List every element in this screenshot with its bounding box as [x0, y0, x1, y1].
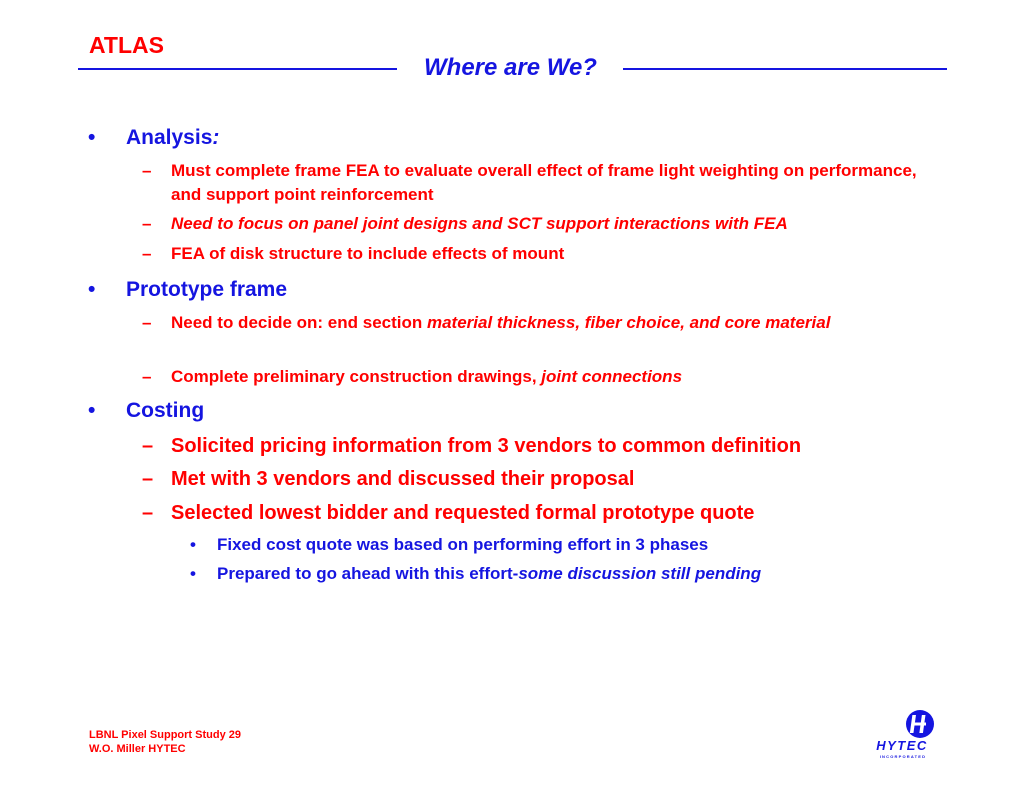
sub-item-text: Need to focus on panel joint designs and SCT support interactions with FEA — [171, 214, 788, 233]
sub-item-text: Need to decide on: end section — [171, 313, 427, 332]
sub-sub-item-text-italic: some discussion still pending — [518, 564, 762, 583]
bullet-heading-suffix: : — [212, 126, 220, 149]
sub-item — [142, 212, 922, 236]
footer-line-2: W.O. Miller HYTEC — [89, 743, 186, 755]
bullet-marker: • — [190, 535, 196, 554]
sub-item — [142, 467, 922, 491]
brand-title: ATLAS — [89, 32, 164, 58]
sub-item-text-italic: material thickness, fiber choice, and core material — [426, 313, 831, 332]
sub-item-text: Solicited pricing information from 3 vendors to common definition — [171, 435, 802, 457]
sub-item — [142, 159, 922, 207]
sub-item — [142, 311, 922, 335]
dash-marker: – — [142, 468, 154, 490]
hytec-logo-tagline: INCORPORATED — [879, 754, 927, 759]
bullet-costing — [88, 398, 204, 424]
dash-marker: – — [142, 435, 154, 457]
slide-title: Where are We? — [424, 54, 597, 81]
sub-item-text-group — [171, 365, 922, 389]
footer-line-1: LBNL Pixel Support Study 29 — [89, 729, 241, 741]
sub-item-text: Selected lowest bidder and requested formal prototype quote — [171, 502, 755, 524]
bullet-marker: • — [190, 564, 196, 583]
sub-item — [142, 365, 922, 389]
sub-item — [142, 501, 922, 525]
sub-item-text: Met with 3 vendors and discussed their proposal — [171, 468, 635, 490]
dash-marker: – — [142, 502, 154, 524]
dash-marker: – — [142, 244, 152, 263]
sub-sub-item-text: Prepared to go ahead with this effort- — [217, 564, 519, 583]
sub-item-text: FEA of disk structure to include effects of mount — [171, 244, 565, 263]
sub-item-text-italic: joint connections — [541, 367, 683, 386]
bullet-heading: Costing — [126, 399, 205, 422]
bullet-marker: • — [88, 278, 96, 301]
sub-item-text-group — [171, 311, 922, 335]
bullet-analysis — [88, 125, 219, 151]
dash-marker: – — [142, 214, 152, 233]
dash-marker: – — [142, 313, 152, 332]
bullet-marker: • — [88, 399, 96, 422]
hytec-logo — [862, 707, 944, 762]
bullet-marker: • — [88, 126, 96, 149]
sub-item — [142, 242, 922, 266]
title-rule-left — [78, 68, 397, 70]
bullet-heading: Analysis — [126, 126, 213, 149]
title-rule-right — [623, 68, 947, 70]
hytec-logo-word: HYTEC — [876, 738, 928, 753]
hytec-logo-emblem — [906, 710, 934, 738]
sub-sub-item-text: Fixed cost quote was based on performing effort in 3 phases — [217, 535, 709, 554]
bullet-prototype-frame — [88, 277, 287, 303]
dash-marker: – — [142, 367, 152, 386]
sub-sub-item — [190, 563, 761, 585]
sub-item — [142, 434, 922, 458]
bullet-heading: Prototype frame — [126, 278, 288, 301]
sub-item-text: Complete preliminary construction drawings, — [171, 367, 542, 386]
dash-marker: – — [142, 161, 152, 180]
footer — [89, 728, 241, 756]
sub-item-text: Must complete frame FEA to evaluate overall effect of frame light weighting on performance, and support point reinforcement — [171, 161, 917, 204]
sub-sub-item — [190, 534, 708, 556]
